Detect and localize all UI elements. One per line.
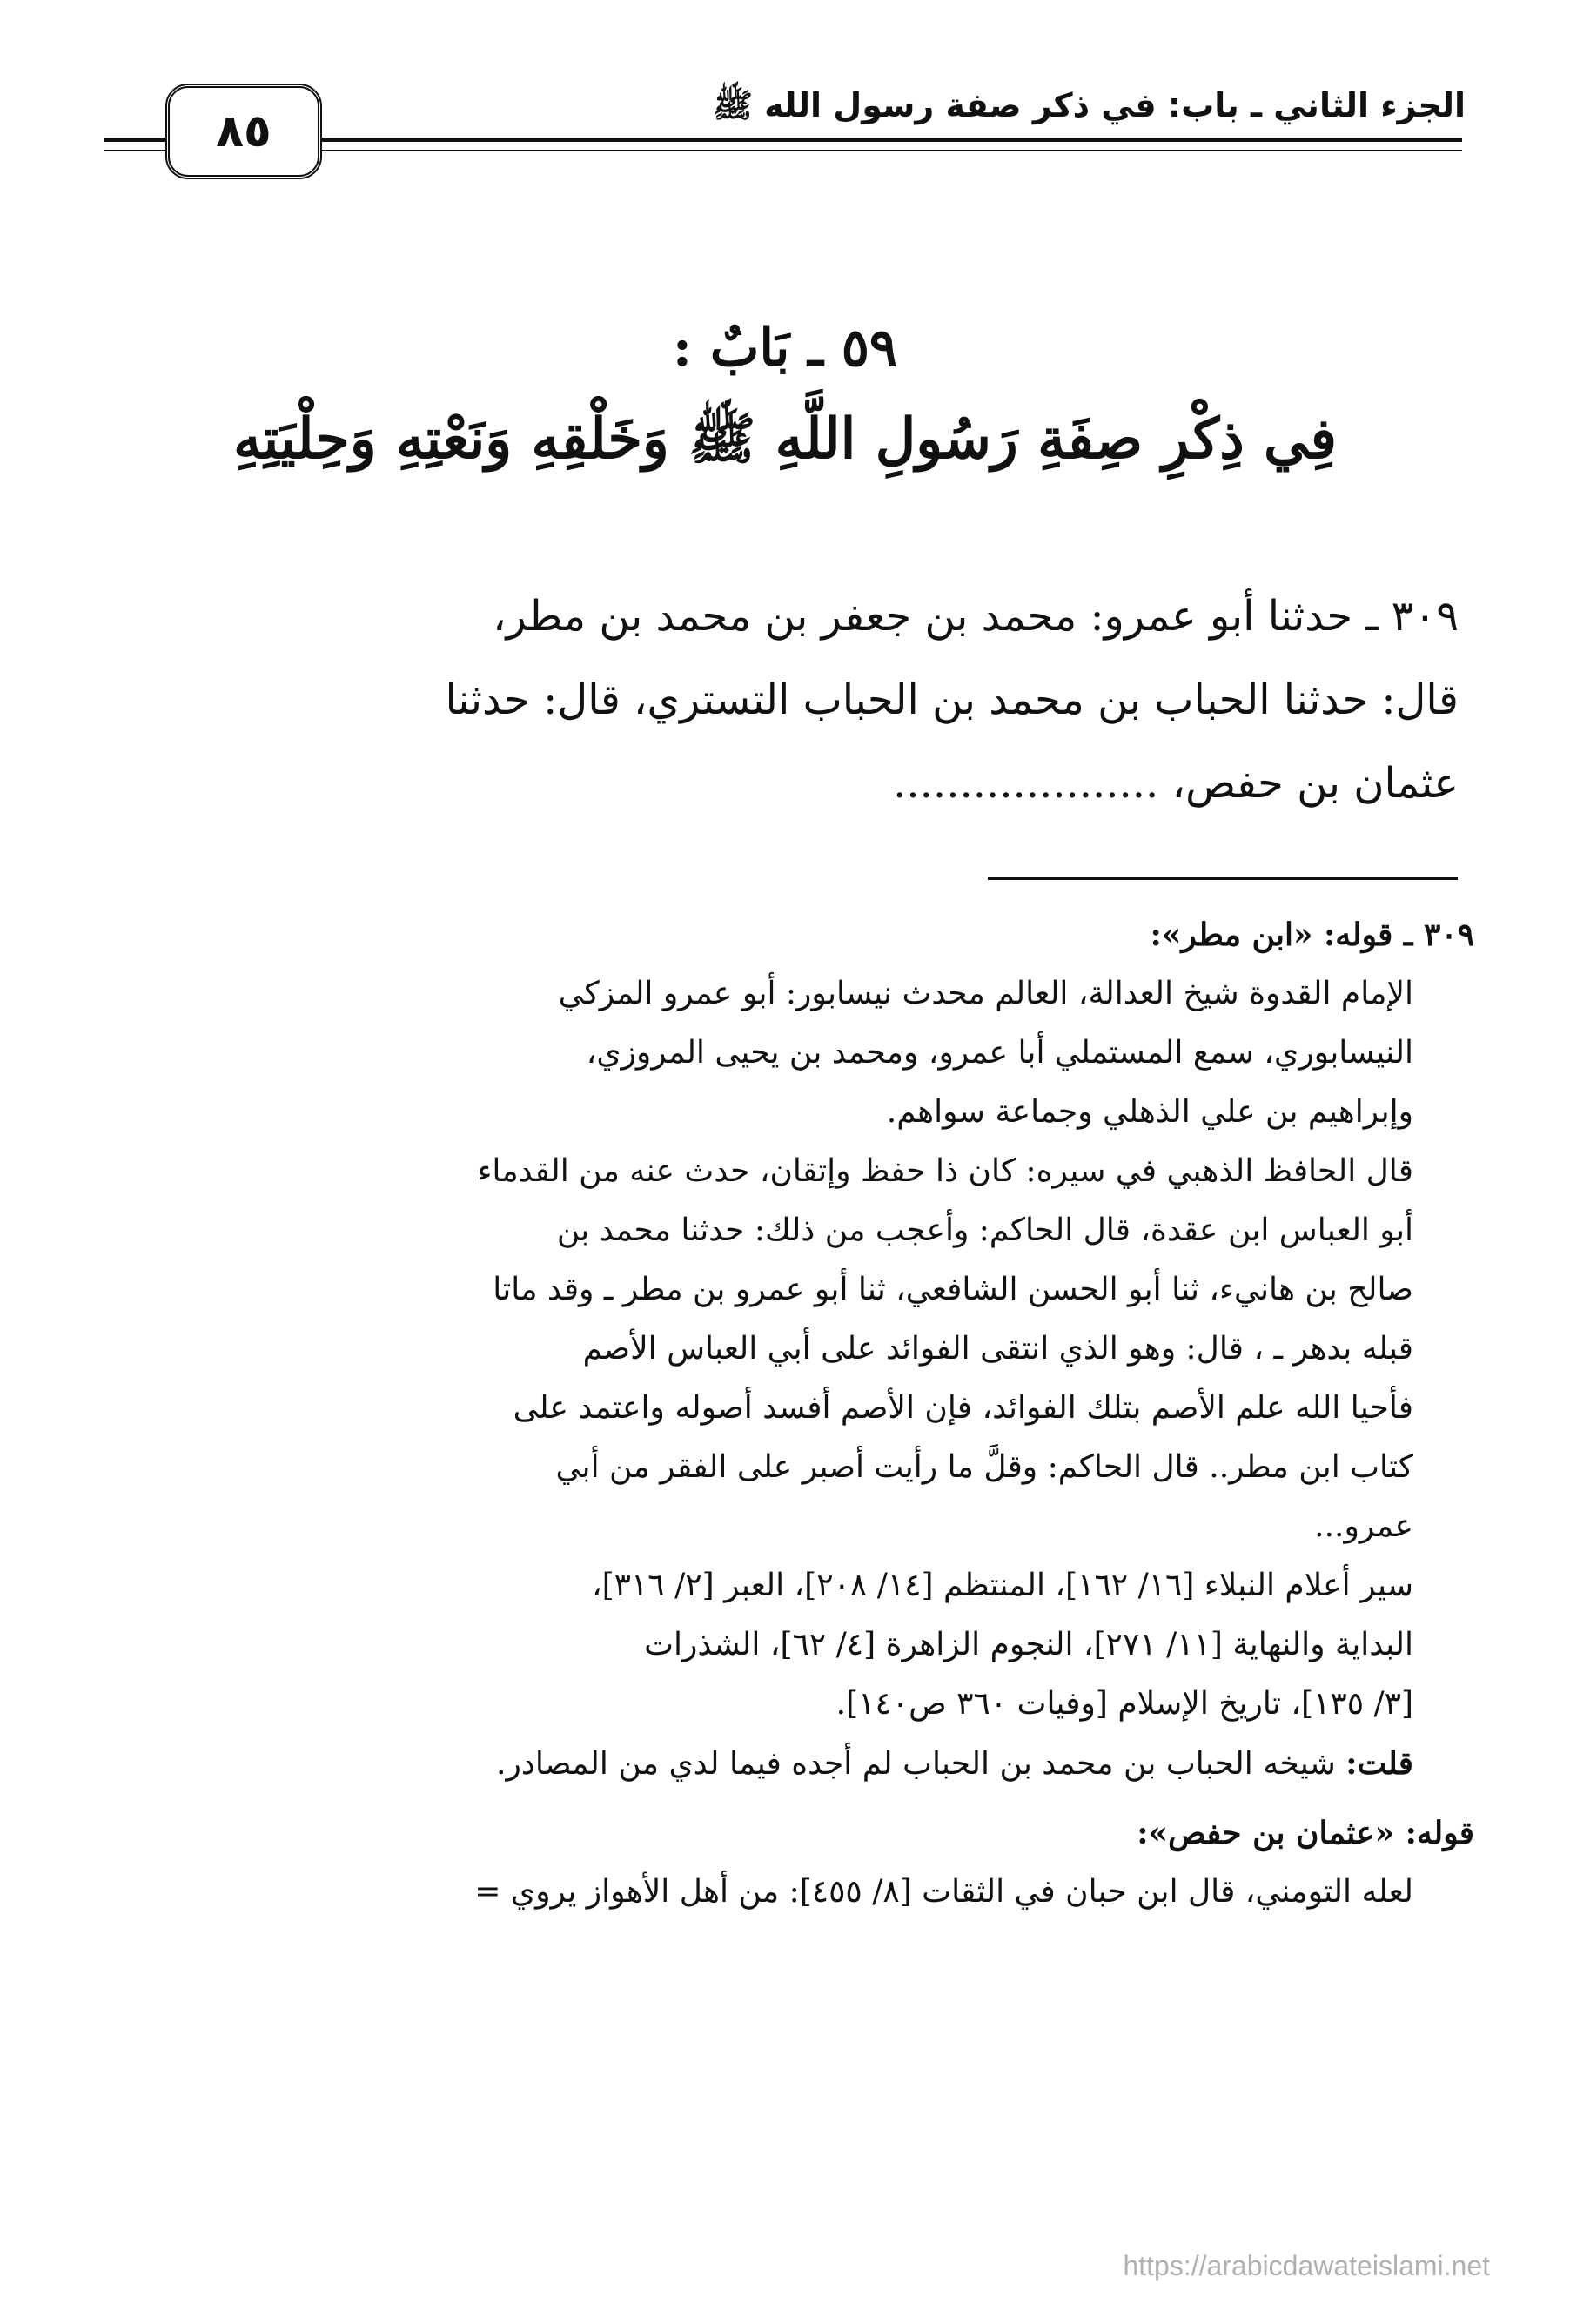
chapter-heading: ٥٩ ـ بَابٌ :: [672, 318, 898, 379]
note-label: ٣٠٩ ـ قوله: «ابن مطر»:: [1150, 917, 1474, 953]
ellipsis: ....................: [893, 759, 1159, 808]
sources-line: سير أعلام النبلاء [١٦/ ١٦٢]، المنتظم [١٤/ ٢٠٨]، العبر [٢/ ٣١٦]،: [591, 1568, 1413, 1603]
note-line: قال الحافظ الذهبي في سيره: كان ذا حفظ وإتقان، حدث عنه من القدماء: [477, 1153, 1413, 1189]
note-line: فأحيا الله علم الأصم بتلك الفوائد، فإن الأصم أفسد أصوله واعتمد على: [513, 1390, 1413, 1426]
running-header: الجزء الثاني ـ باب: في ذكر صفة رسول الله ﷺ: [713, 86, 1466, 124]
qult-line: [104, 1734, 1474, 1793]
footnotes: [104, 905, 1474, 1922]
qult-text: شيخه الحباب بن محمد بن الحباب لم أجده فيما لدي من المصادر.: [496, 1746, 1346, 1782]
footnote-separator: [988, 877, 1458, 880]
note-line: صالح بن هانيء، ثنا أبو الحسن الشافعي، ثنا أبو عمرو بن مطر ـ وقد ماتا: [493, 1272, 1413, 1307]
sources-line: البداية والنهاية [١١/ ٢٧١]، النجوم الزاهرة [٤/ ٦٢]، الشذرات: [644, 1627, 1413, 1662]
sources-line: [٣/ ١٣٥]، تاريخ الإسلام [وفيات ٣٦٠ ص١٤٠].: [835, 1686, 1413, 1722]
watermark-url: https://arabicdawateislami.net: [1123, 2250, 1490, 2281]
qult-label: قلت:: [1345, 1745, 1413, 1782]
main-text: [111, 574, 1459, 825]
main-line: قال: حدثنا الحباب بن محمد بن الحباب التستري، قال: حدثنا: [445, 675, 1459, 724]
note-line: كتاب ابن مطر.. قال الحاكم: وقلَّ ما رأيت أصبر على الفقر من أبي: [555, 1449, 1413, 1485]
note-line: النيسابوري، سمع المستملي أبا عمرو، ومحمد بن يحيى المروزي،: [586, 1035, 1413, 1071]
chapter-subtitle: فِي ذِكْرِ صِفَةِ رَسُولِ اللَّهِ ﷺ وَخَلْقِهِ وَنَعْتِهِ وَحِلْيَتِهِ: [233, 406, 1337, 472]
note-label: قوله: «عثمان بن حفص»:: [1137, 1815, 1474, 1851]
main-line-text: عثمان بن حفص،: [1171, 759, 1459, 808]
note-line: لعله التومني، قال ابن حبان في الثقات [٨/ ٤٥٥]: من أهل الأهواز يروي =: [474, 1874, 1413, 1910]
page-number: ٨٥: [165, 84, 322, 179]
main-line: [111, 742, 1459, 825]
main-line: ٣٠٩ ـ حدثنا أبو عمرو: محمد بن جعفر بن محمد بن مطر،: [493, 592, 1459, 641]
note-line: عمرو...: [1314, 1508, 1413, 1544]
note-line: وإبراهيم بن علي الذهلي وجماعة سواهم.: [886, 1094, 1413, 1130]
note-line: الإمام القدوة شيخ العدالة، العالم محدث نيسابور: أبو عمرو المزكي: [558, 976, 1413, 1011]
note-line: أبو العباس ابن عقدة، قال الحاكم: وأعجب من ذلك: حدثنا محمد بن: [556, 1212, 1413, 1248]
note-line: قبله بدهر ـ ، قال: وهو الذي انتقى الفوائد على أبي العباس الأصم: [582, 1331, 1413, 1367]
